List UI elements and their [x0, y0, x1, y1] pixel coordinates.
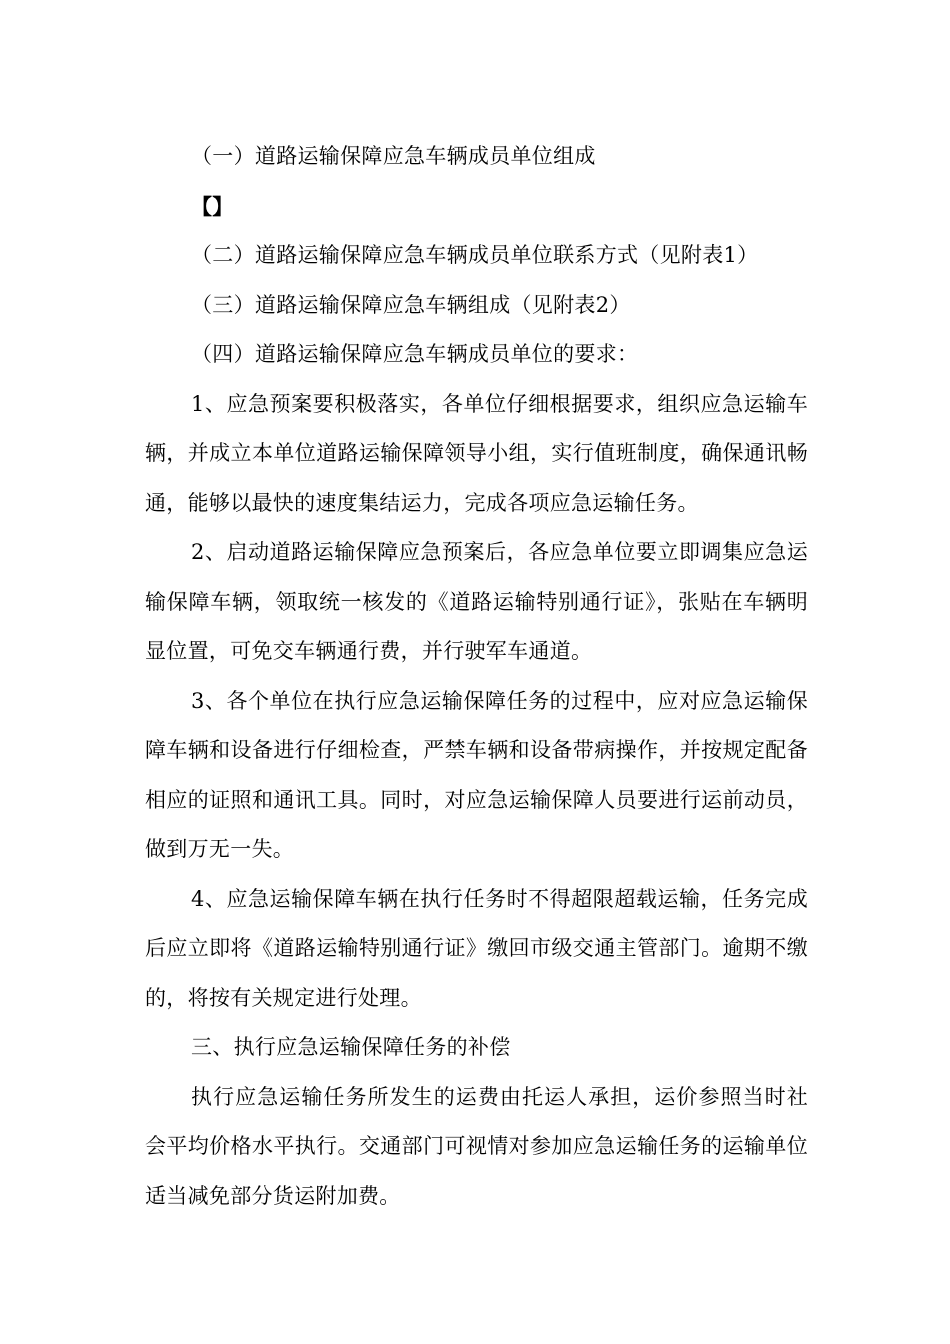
document-body — [145, 132, 808, 1221]
compensation-paragraph: 执行应急运输任务所发生的运费由托运人承担，运价参照当时社会平均价格水平执行。交通部门可视情对参加应急运输任务的运输单位适当减免部分货运附加费。 — [145, 1084, 808, 1208]
section-heading-4: （四）道路运输保障应急车辆成员单位的要求： — [191, 342, 639, 366]
section-heading-2: （二）道路运输保障应急车辆成员单位联系方式（见附表1） — [191, 243, 759, 267]
requirement-item-1: 1、应急预案要积极落实，各单位仔细根据要求，组织应急运输车辆，并成立本单位道路运输保障领导小组，实行值班制度，确保通讯畅通，能够以最快的速度集结运力，完成各项应急运输任务。 — [145, 391, 808, 515]
requirement-item-4: 4、应急运输保障车辆在执行任务时不得超限超载运输，任务完成后应立即将《道路运输特别通行证》缴回市级交通主管部门。逾期不缴的，将按有关规定进行处理。 — [145, 886, 808, 1010]
chapter-heading-compensation: 三、执行应急运输保障任务的补偿 — [191, 1035, 511, 1059]
requirement-item-3: 3、各个单位在执行应急运输保障任务的过程中，应对应急运输保障车辆和设备进行仔细检查，严禁车辆和设备带病操作，并按规定配备相应的证照和通讯工具。同时，对应急运输保障人员要进行运前动员，做到万无一失。 — [145, 688, 808, 861]
placeholder-brackets: 【】 — [191, 193, 234, 219]
requirement-item-2: 2、启动道路运输保障应急预案后，各应急单位要立即调集应急运输保障车辆，领取统一核发的《道路运输特别通行证》，张贴在车辆明显位置，可免交车辆通行费，并行驶军车通道。 — [145, 540, 808, 663]
section-heading-3: （三）道路运输保障应急车辆组成（见附表2） — [191, 292, 631, 317]
section-heading-1: （一）道路运输保障应急车辆成员单位组成 — [191, 144, 596, 168]
